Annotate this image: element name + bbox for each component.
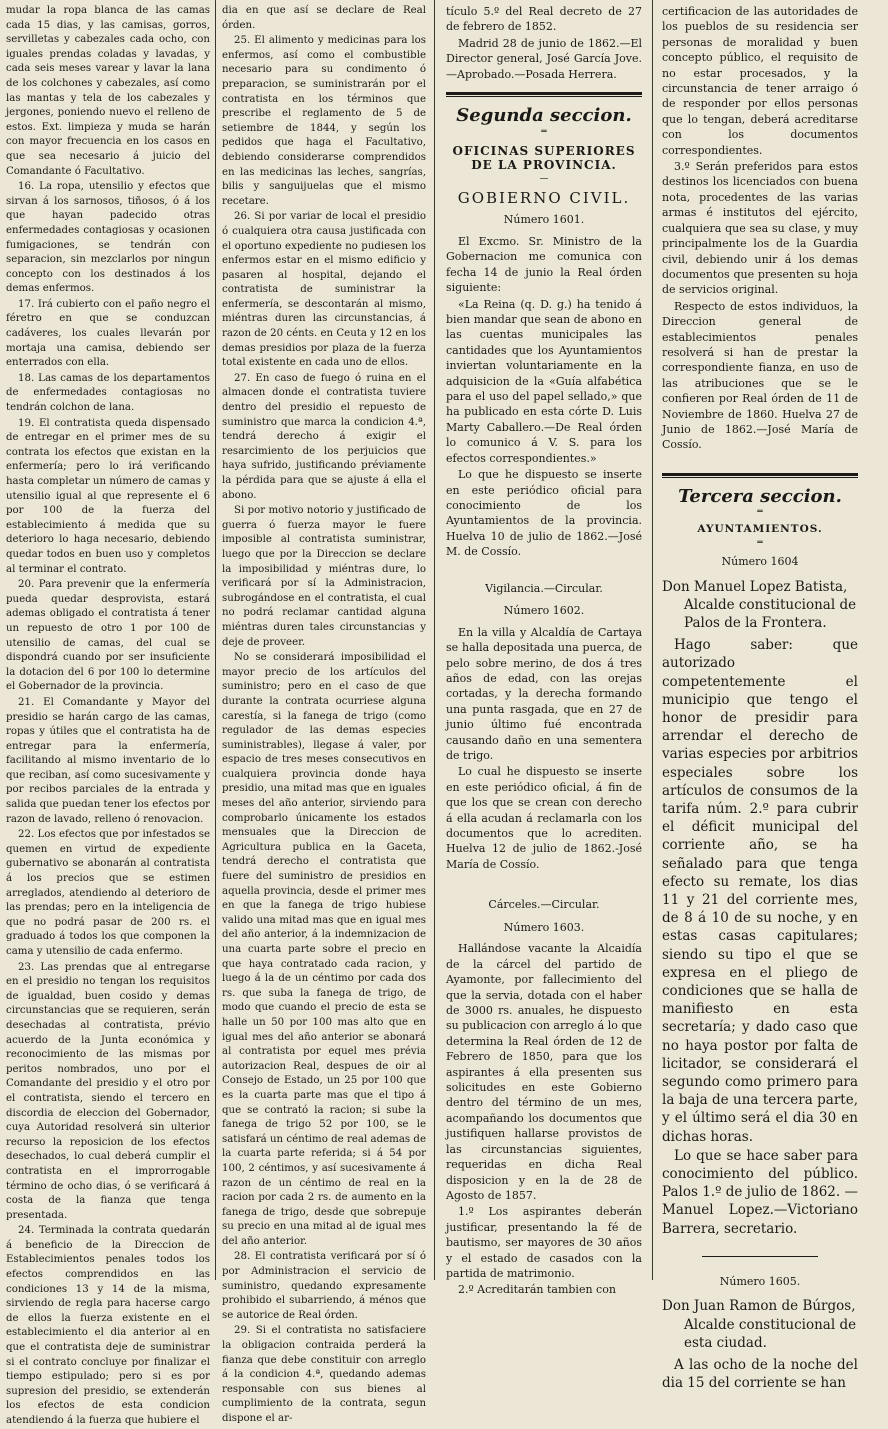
divider bbox=[702, 1256, 818, 1257]
paragraph: Si por motivo notorio y justificado de guerra ó fuerza mayor le fuere imposible al contratista suministrar, luego que por la Direccion se declare la imposibilidad y miéntras dure, lo verificará por sí la Administracion, subrogándose en el contratista, el cual no podrá reclamar cantidad alguna miéntras duren tales circunstancias y deje de proveer. bbox=[222, 505, 426, 648]
notice-number: Número 1601. bbox=[503, 213, 585, 227]
notice-1604 bbox=[662, 578, 858, 1238]
section-title: Tercera seccion. bbox=[678, 485, 842, 507]
notice-heading: Don Juan Ramon de Búrgos, Alcalde constitucional de esta ciudad. bbox=[662, 1298, 857, 1351]
notice-heading: Don Manuel Lopez Batista, Alcalde constitucional de Palos de la Frontera. bbox=[662, 578, 857, 631]
paragraph: tículo 5.º del Real decreto de 27 de febrero de 1852. bbox=[446, 5, 642, 34]
section-rule bbox=[446, 92, 642, 97]
vigilancia-heading: Vigilancia.—Circular. bbox=[485, 581, 603, 595]
paragraph: El Excmo. Sr. Ministro de la Gobernacion me comunica con fecha 14 de junio la Real órden siguiente: bbox=[446, 235, 642, 295]
paragraph: mudar la ropa blanca de las camas cada 15 dias, y las camisas, gorros, servilletas y cabezales cada ocho, con iguales prendas coladas y lavadas, y cada seis meses varear y lavar la lana de los colchones y cabezales, así como las mantas y tela de los cabezales y jergones, poniendo nuevo el relleno de estos. Ext. limpieza y muda se harán con mayor frecuencia en los casos en que sea necesario á juicio del Comandante ó Facultativo. bbox=[6, 5, 210, 177]
offices-heading: OFICINAS SUPERIORES DE LA PROVINCIA. bbox=[452, 143, 636, 173]
paragraph: dia en que así se declare de Real órden. bbox=[222, 5, 426, 31]
gobierno-heading: GOBIERNO CIVIL. bbox=[457, 188, 631, 207]
paragraph: Respecto de estos individuos, la Direccion general de establecimientos penales resolverá si han de prestar la correspondiente fianza, en uso de las atribuciones que se le confieren por Real órden de 11 de Noviembre de 1860. Huelva 27 de Junio de 1862.—José María de Cossío. bbox=[662, 299, 858, 452]
ayuntamientos-heading: AYUNTAMIENTOS. bbox=[697, 523, 823, 536]
column-divider bbox=[215, 0, 216, 1280]
paragraph: «La Reina (q. D. g.) ha tenido á bien mandar que sean de abono en las cuentas municipales las cantidades que los Ayuntamientos inviertan voluntariamente en la adquisicion de la «Guía alfabética para el uso del papel sellado,» que ha publicado en esta córte D. Luis Marty Caballero.—De Real órden lo comunico á V. S. para los efectos correspondientes.» bbox=[446, 297, 642, 465]
paragraph: Lo que se hace saber para conocimiento del público. Palos 1.º de julio de 1862. —Manuel Lopez.—Victoriano Barrera, secretario. bbox=[662, 1147, 858, 1237]
column-divider bbox=[434, 0, 435, 1280]
paragraph: 19. El contratista queda dispensado de entregar en el primer mes de su contrata los efectos que existan en la enfermería; pero lo irá verificando hasta completar un número de camas y utensilio igual al que represente el 6 por 100 de la fuerza del establecimiento á medida que su deterioro lo haga necesario, debiendo quedar todos en buen uso y completos al terminar el contrato. bbox=[6, 417, 210, 575]
paragraph: 27. En caso de fuego ó ruina en el almacen donde el contratista tuviere dentro del presidio el repuesto de suministro que marca la condicion 4.ª, tendrá derecho á exigir el resarcimiento de los perjuicios que haya sufrido, justificando préviamente la pérdida para que se ajuste á ella el abono. bbox=[222, 372, 426, 501]
paragraph: 24. Terminada la contrata quedarán á beneficio de la Direccion de Establecimientos penales todos los efectos comprendidos en las condiciones 13 y 14 de la misma, sirviendo de regla para hacerse cargo de ellos la fuerza existente en el establecimiento el dia anterior al en que el contratista deje de suministrar si el contrato concluye por finalizar el tiempo estipulado; pero si es por supresion del presidio, se extenderán los efectos de esta condicion atendiendo á la fuerza que hubiere el bbox=[6, 1225, 210, 1426]
paragraph: En la villa y Alcaldía de Cartaya se halla depositada una puerca, de pelo sobre merino, de dos á tres años de edad, con las orejas cortadas, y la derecha formando una punta rasgada, que en 27 de junio último fué encontrada causando daño en una sementera de trigo. bbox=[446, 625, 642, 762]
paragraph: 16. La ropa, utensilio y efectos que sirvan á los sarnosos, tiñosos, ó á los que hayan padecido otras enfermedades contagiosas y ocasionen fumigaciones, se tendrán con separacion, sin mezclarlos por ningun concepto con los destinados á los demas enfermos. bbox=[6, 181, 210, 295]
notice-1605 bbox=[662, 1297, 858, 1392]
paragraph: 28. El contratista verificará por sí ó por Administracion el servicio de suministro, quedando expresamente prohibido el subarriendo, á ménos que se autorice de Real órden. bbox=[222, 1251, 426, 1321]
paragraph: 2.º Acreditarán tambien con bbox=[458, 1283, 616, 1297]
carceles-heading: Cárceles.—Circular. bbox=[488, 898, 600, 912]
column-4 bbox=[662, 4, 858, 1392]
paragraph: A las ocho de la noche del dia 15 del corriente se han bbox=[662, 1357, 858, 1392]
paragraph: 20. Para prevenir que la enfermería pueda quedar desprovista, estará ademas obligado el contratista á tener un repuesto de otro 1 por 100 de utensilio de camas, del cual se dispondrá cuando por ser insuficiente la dotacion del 6 por 100 lo determine el Gobernador de la provincia. bbox=[6, 579, 210, 693]
paragraph: Hago saber: que autorizado competentemente el municipio que tengo el honor de presidir para arrendar el derecho de varias especies por arbitrios especiales sobre los artículos de consumos de la tarifa núm. 2.º para cubrir el déficit municipal del corriente año, se ha señalado para que tenga efecto su remate, los dias 11 y 21 del corriente mes, de 8 á 10 de su noche, y en estas casas capitulares; siendo su tipo el que se expresa en el pliego de condiciones que se halla de manifiesto en esta secretaría; y dado caso que no haya postor por falta de licitador, se considerará el segundo como primero para la baja de una tercera parte, y el último será el dia 30 en dichas horas. bbox=[662, 637, 858, 1145]
paragraph: certificacion de las autoridades de los pueblos de su residencia ser personas de moralidad y buen concepto público, el requisito de no estar procesados, y la circunstancia de tener arraigo ó de responder por ellos personas que lo tengan, deberá acreditarse con los documentos correspondientes. bbox=[662, 5, 858, 157]
section-rule bbox=[662, 473, 858, 478]
notice-number: Número 1602. bbox=[503, 604, 585, 618]
paragraph: Madrid 28 de junio de 1862.—El Director general, José García Jove.—Aprobado.—Posada Herrera. bbox=[446, 36, 642, 81]
column-2 bbox=[222, 4, 426, 1424]
paragraph: 23. Las prendas que al entregarse en el presidio no tengan los requisitos de igualdad, buen cosido y demas circunstancias que se requieren, serán desechadas al contratista, prévio acuerdo de la Junta económica y reconocimiento de las mismas por peritos nombrados, uno por el Comandante del presidio y el otro por el contratista, siendo el tercero en discordia de eleccion del Gobernador, cuya Autoridad resolverá sin ulterior recurso la reposicion de los efectos desechados, lo cual deberá cumplir el contratista en el improrrogable término de ocho dias, ó se verificará á costa de la fianza que tenga presentada. bbox=[6, 961, 210, 1221]
paragraph: 3.º Serán preferidos para estos destinos los licenciados con buena nota, procedentes de las varias armas é institutos del ejército, cualquiera que sea su clase, y muy principalmente los de la Guardia civil, debiendo unir á los demas documentos que presenten su hoja de servicios original. bbox=[662, 160, 858, 297]
notice-number: Número 1603. bbox=[503, 920, 585, 934]
paragraph: Hallándose vacante la Alcaidía de la cárcel del partido de Ayamonte, por fallecimiento del que la servia, dotada con el haber de 3000 rs. anuales, he dispuesto su publicacion con arreglo á lo que determina la Real órden de 12 de Febrero de 1850, para que los aspirantes á ella presenten sus solicitudes en este Gobierno dentro del término de un mes, acompañando los documentos que justifiquen hallarse provistos de las circunstancias siguientes, requeridas en dicha Real disposicion y en la de 28 de Agosto de 1857. bbox=[446, 942, 642, 1202]
notice-number: Número 1605. bbox=[719, 1274, 801, 1288]
paragraph: 18. Las camas de los departamentos de enfermedades contagiosas no tendrán colchon de lana. bbox=[6, 372, 210, 414]
paragraph: 1.º Los aspirantes deberán justificar, presentando la fé de bautismo, ser mayores de 30 años y el estado de casados con la partida de matrimonio. bbox=[446, 1205, 642, 1280]
column-1 bbox=[6, 4, 210, 1426]
column-divider bbox=[652, 0, 653, 1280]
paragraph: 25. El alimento y medicinas para los enfermos, así como el combustible necesario para su condimento ó preparacion, se suministrarán por el contratista en los términos que prescribe el reglamento de 5 de setiembre de 1844, y según los pedidos que haga el Facultativo, debiendo considerarse comprendidos en las medicinas las leches, sangrías, bilis y sanguijuelas que el mismo recetare. bbox=[222, 35, 426, 207]
paragraph: No se considerará imposibilidad el mayor precio de los artículos del suministro; pero en el caso de que durante la contrata ocurriese alguna carestía, si la fanega de trigo (como regulador de las demas especies suministrables), llegase á valer, por espacio de tres meses consecutivos en cualquiera provincia donde haya presidio, una mitad mas que en iguales meses del año anterior, sirviendo para comprobarlo únicamente los estados mensuales que la Direccion de Agricultura publica en la Gaceta, tendrá derecho el contratista que fuere del suministro de presidios en aquella provincia, desde el primer mes en que la fanega de trigo hubiese valido una mitad mas que en igual mes del año anterior, á la indemnizacion de una cuarta parte sobre el precio en que haya contratado cada racion, y luego á la de un céntimo por cada dos rs. que suba la fanega de trigo, de modo que cuando el precio de esta se halle un 50 por 100 mas alto que en igual mes del año anterior se abonará al contratista por equel mes prévia autorizacion Real, despues de oir al Consejo de Estado, un 25 por 100 que es la cuarta parte mas que el tipo á que se contrató la racion; si sube la fanega de trigo 52 por 100, se le satisfará un céntimo de real ademas de la cuarta parte referida; si á 54 por 100, 2 céntimos, y así sucesivamente á razon de un céntimo de real en la racion por cada 2 rs. de aumento en la fanega de trigo, desde que sobrepuje su precio en una mitad al de igual mes del año anterior. bbox=[222, 652, 426, 1247]
paragraph: Lo que he dispuesto se inserte en este periódico oficial para conocimiento de los Ayuntamientos de la provincia. Huelva 10 de julio de 1862.—José M. de Cossío. bbox=[446, 468, 642, 559]
column-3 bbox=[446, 4, 642, 1297]
paragraph: 29. Si el contratista no satisfaciere la obligacion contraida perderá la fianza que debe constituir con arreglo á la condicion 4.ª, quedando ademas responsable con sus bienes al cumplimiento de la contrata, segun dispone el ar- bbox=[222, 1325, 426, 1424]
paragraph: Lo cual he dispuesto se inserte en este periódico oficial, á fin de que los que se crean con derecho á ella acudan á reclamarla con los documentos que lo acrediten. Huelva 12 de julio de 1862.-José María de Cossío. bbox=[446, 765, 642, 871]
paragraph: 17. Irá cubierto con el paño negro el féretro en que se conduzcan cadáveres, los cuales llevarán por mortaja una camisa, debiendo ser enterrados con ella. bbox=[6, 298, 210, 369]
ornament-dash: — bbox=[539, 173, 549, 184]
paragraph: 21. El Comandante y Mayor del presidio se harán cargo de las camas, ropas y útiles que el contratista ha de entregar para la enfermería, facilitando al mismo inventario de lo que reciban, así como sucesivamente y por recibos parciales de la entrada y salida que puedan tener los efectos por razon de lavado, relleno ó renovacion. bbox=[6, 696, 210, 825]
notice-number: Número 1604 bbox=[721, 554, 799, 568]
section-title: Segunda seccion. bbox=[456, 105, 632, 127]
paragraph: 26. Si por variar de local el presidio ó cualquiera otra causa justificada con el oportuno expediente no pudiesen los enfermos estar en el mismo edificio y pasaren al hospital, dejando el contratista de suministrar la enfermería, se descontarán al mismo, miéntras duren las circunstancias, á razon de 20 cénts. en Ceuta y 12 en los demas presidios por plaza de la fuerza total existente en cada uno de ellos. bbox=[222, 211, 426, 369]
ornament-dash: ═ bbox=[541, 126, 547, 137]
ornament-dash: ═ bbox=[757, 507, 763, 518]
paragraph: 22. Los efectos que por infestados se quemen en virtud de expediente gubernativo se abonarán al contratista á los precios que se estimen arreglados, atendiendo al deterioro de las prendas; pero en la inteligencia de que no podrá pasar de 200 rs. el graduado á todos los que componen la cama y utensilio de cada enfermo. bbox=[6, 829, 210, 957]
ornament-dash: ═ bbox=[757, 537, 763, 548]
